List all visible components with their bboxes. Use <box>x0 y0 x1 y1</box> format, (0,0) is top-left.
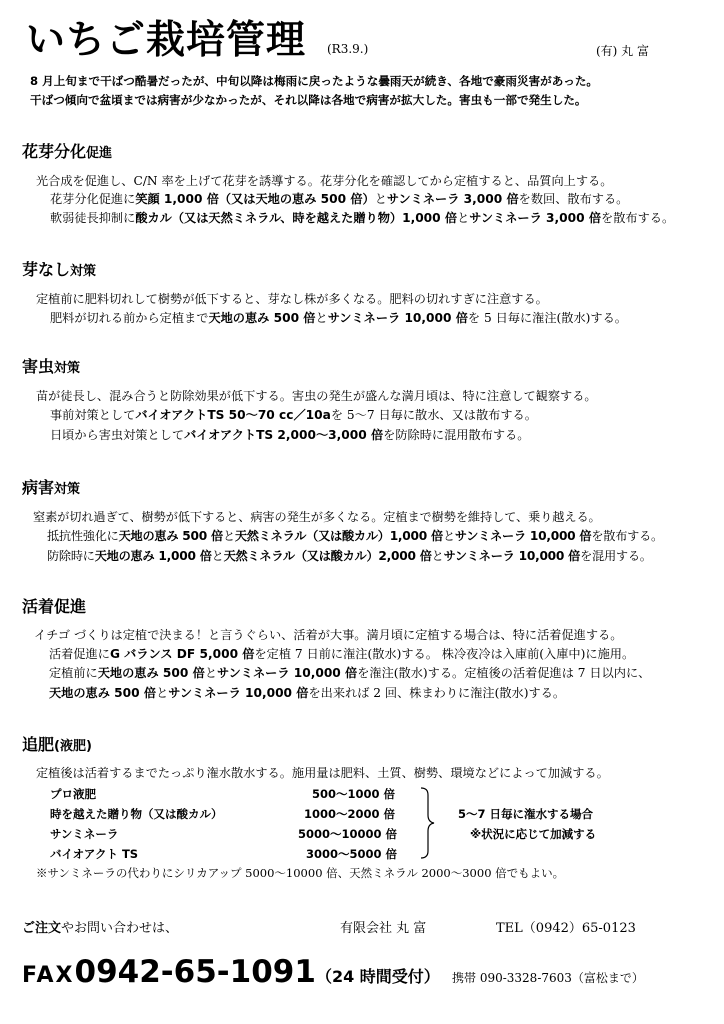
flower-line-2: 花芽分化促進に笑顔 1,000 倍（又は天地の恵み 500 倍）とサンミネーラ 3,000 倍を数回、散布する。 <box>50 192 629 206</box>
company-name: 有限会社 丸 富 <box>340 921 427 936</box>
table-row-amount: 500～1000 倍 <box>312 787 396 801</box>
rooting-line-2: 活着促進にG バランス DF 5,000 倍を定植 7 日前に潅注(散水)する。 株冷夜冷は入庫前(入庫中)に施用。 <box>49 647 635 661</box>
order-inquiry-text: ご注文やお問い合わせは、 <box>22 921 179 936</box>
budless-line-1: 定植前に肥料切れして樹勢が低下すると、芽なし株が多くなる。肥料の切れすぎに注意する。 <box>36 292 548 306</box>
disease-line-2: 抵抗性強化に天地の恵み 500 倍と天然ミネラル（又は酸カル）1,000 倍とサンミネーラ 10,000 倍を散布する。 <box>47 529 663 543</box>
pest-line-2: 事前対策としてバイオアクトTS 50～70 cc／10aを 5～7 日毎に散水、又は散布する。 <box>50 408 537 422</box>
table-row-name: サンミネーラ <box>50 827 119 841</box>
fertilizer-note-adjust: ※状況に応じて加減する <box>470 827 597 841</box>
fax-number-line: FAX0942-65-1091（24 時間受付） <box>22 954 440 990</box>
heading-budless: 芽なし対策 <box>22 260 97 279</box>
telephone-number: TEL（0942）65-0123 <box>496 921 636 936</box>
heading-rooting: 活着促進 <box>22 597 87 616</box>
heading-flower-bud: 花芽分化促進 <box>22 142 113 161</box>
flower-line-1: 光合成を促進し、C/N 率を上げて花芽を誘導する。花芽分化を確認してから定植すると、品質向上する。 <box>36 174 613 188</box>
page-title: いちご栽培管理 <box>26 18 307 63</box>
table-row-name: バイオアクト TS <box>50 847 139 861</box>
table-row-name: 時を越えた贈り物（又は酸カル） <box>50 807 223 821</box>
table-row-name: プロ液肥 <box>50 787 96 801</box>
rooting-line-1: イチゴ づくりは定植で決まる！と言うぐらい、活着が大事。満月頃に定植する場合は、特に活着促進する。 <box>34 628 623 642</box>
disease-line-1: 窒素が切れ過ぎて、樹勢が低下すると、病害の発生が多くなる。定植まで樹勢を維持して、乗り越える。 <box>33 510 601 524</box>
rooting-line-4: 天地の恵み 500 倍とサンミネーラ 10,000 倍を出来れば 2 回、株まわりに潅注(散水)する。 <box>49 686 566 700</box>
table-row-amount: 1000～2000 倍 <box>304 807 396 821</box>
table-row-amount: 3000～5000 倍 <box>306 847 398 861</box>
intro-line-2: 干ばつ傾向で盆頃までは病害が少なかったが、それ以降は各地で病害が拡大した。害虫も一部で発生した。 <box>30 93 587 107</box>
mobile-number: 携帯 090-3328-7603（富松まで） <box>452 971 644 985</box>
pest-line-1: 苗が徒長し、混み合うと防除効果が低下する。害虫の発生が盛んな満月頃は、特に注意して観察する。 <box>36 389 597 403</box>
rooting-line-3: 定植前に天地の恵み 500 倍とサンミネーラ 10,000 倍を潅注(散水)する。定植後の活着促進は 7 日以内に、 <box>49 666 651 680</box>
fertilizer-note-interval: 5～7 日毎に潅水する場合 <box>458 807 594 821</box>
fertilizer-footnote: ※サンミネーラの代わりにシリカアップ 5000～10000 倍、天然ミネラル 2000～3000 倍でもよい。 <box>36 866 565 880</box>
issue-date: (R3.9.) <box>327 42 369 56</box>
disease-line-3: 防除時に天地の恵み 1,000 倍と天然ミネラル（又は酸カル）2,000 倍とサンミネーラ 10,000 倍を混用する。 <box>47 549 652 563</box>
right-brace-icon <box>420 787 436 859</box>
budless-line-2: 肥料が切れる前から定植まで天地の恵み 500 倍とサンミネーラ 10,000 倍を 5 日毎に潅注(散水)する。 <box>50 311 627 325</box>
table-row-amount: 5000～10000 倍 <box>298 827 398 841</box>
intro-line-1: 8 月上旬まで干ばつ酷暑だったが、中旬以降は梅雨に戻ったような曇雨天が続き、各地で豪雨災害があった。 <box>30 74 599 88</box>
heading-pest: 害虫対策 <box>22 357 81 376</box>
heading-disease: 病害対策 <box>22 478 81 497</box>
flower-line-3: 軟弱徒長抑制に酸カル（又は天然ミネラル、時を越えた贈り物）1,000 倍とサンミネーラ 3,000 倍を散布する。 <box>50 211 675 225</box>
fertilizer-line-1: 定植後は活着するまでたっぷり潅水散水する。施用量は肥料、土質、樹勢、環境などによって加減する。 <box>36 766 609 780</box>
company-name-top: (有) 丸 富 <box>596 44 649 58</box>
pest-line-3: 日頃から害虫対策としてバイオアクトTS 2,000～3,000 倍を防除時に混用散布する。 <box>50 428 530 442</box>
heading-fertilizer: 追肥(液肥) <box>22 735 92 754</box>
